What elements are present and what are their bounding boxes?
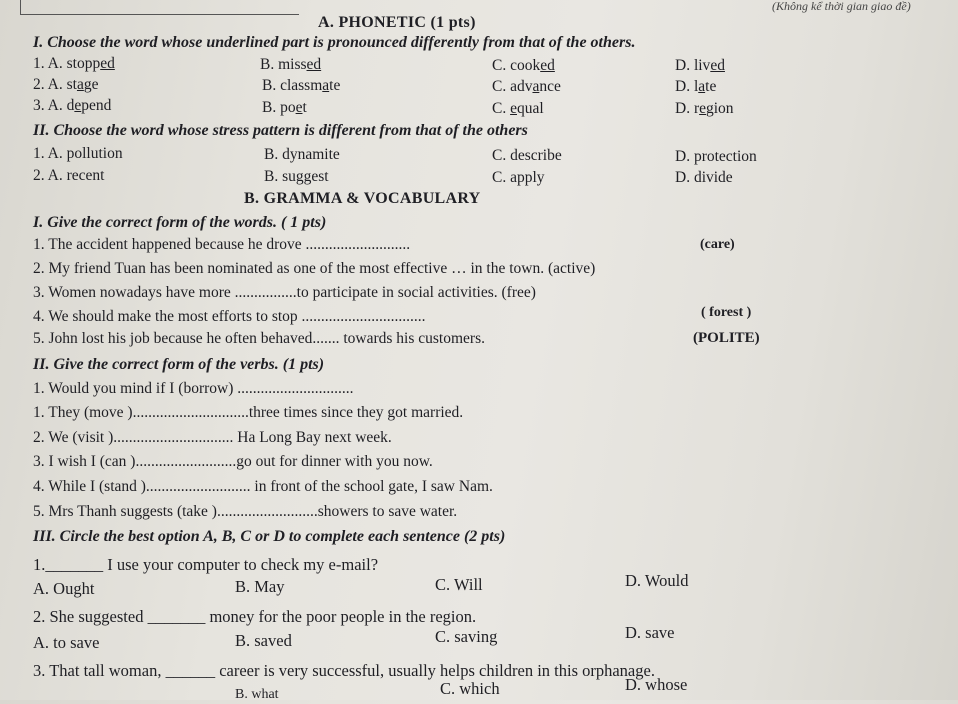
word-form-item-5: 5. John lost his job because he often behaved....... towards his customers.: [33, 330, 485, 347]
verb-form-item: 1. They (move )..............................three times since they got married.: [33, 404, 464, 421]
option-a: A. depend: [47, 97, 112, 114]
mcq-3-option-b[interactable]: B. what: [235, 687, 279, 702]
mcq-1-option-b[interactable]: B. May: [235, 577, 285, 596]
verb-form-item: 3. I wish I (can )..........................go out for dinner with you now.: [33, 453, 433, 470]
mcq-stem-2: 2. She suggested _______ money for the poor people in the region.: [33, 607, 477, 626]
word-form-item-1: 1. The accident happened because he drove ...........................: [33, 236, 411, 253]
option-a: A. stage: [47, 76, 99, 93]
option-c: C. describe: [492, 147, 562, 164]
phonetic-row-2: 2. A. stage: [33, 76, 99, 93]
option-d: D. protection: [675, 148, 757, 165]
word-form-hint-1: (care): [700, 237, 735, 252]
vocab-p1-title: I. Give the correct form of the words. ( 1 pts): [33, 214, 327, 231]
mcq-3-option-d[interactable]: D. whose: [625, 675, 688, 694]
mcq-1-option-d[interactable]: D. Would: [625, 571, 689, 590]
option-c: C. apply: [492, 169, 545, 186]
option-c: C. equal: [492, 100, 544, 117]
vocab-p2-title: II. Give the correct form of the verbs. (1 pts): [33, 356, 325, 373]
mcq-stem-3: 3. That tall woman, ______ career is very successful, usually helps children in this orphanage.: [33, 661, 655, 680]
word-form-item-2: 2. My friend Tuan has been nominated as one of the most effective … in the town. (active): [33, 260, 596, 277]
option-b: B. dynamite: [264, 146, 340, 163]
phonetic-p1-title: I. Choose the word whose underlined part is pronounced differently from that of the others.: [33, 34, 636, 51]
option-b: B. suggest: [264, 168, 329, 185]
verb-form-item: 4. While I (stand )........................... in front of the school gate, I saw Nam.: [33, 478, 493, 495]
option-b: B. poet: [262, 99, 307, 116]
word-form-hint-5: (POLITE): [693, 330, 760, 346]
option-d: D. divide: [675, 169, 733, 186]
option-b: B. classmate: [262, 77, 341, 94]
verb-form-item: 5. Mrs Thanh suggests (take )..........................showers to save water.: [33, 503, 458, 520]
mcq-stem-1: 1._______ I use your computer to check my e-mail?: [33, 555, 379, 574]
phonetic-row-3: 3. A. depend: [33, 97, 112, 114]
mcq-2-option-d[interactable]: D. save: [625, 623, 675, 642]
option-c: C. advance: [492, 78, 561, 95]
option-d: D. late: [675, 78, 717, 95]
phonetic-p2-title: II. Choose the word whose stress pattern is different from that of the others: [33, 122, 528, 139]
mcq-1-option-a[interactable]: A. Ought: [33, 579, 95, 598]
verb-form-item: 2. We (visit )............................... Ha Long Bay next week.: [33, 429, 392, 446]
mcq-2-option-a[interactable]: A. to save: [33, 633, 100, 652]
mcq-2-option-c[interactable]: C. saving: [435, 627, 498, 646]
stress-row-2: 2. A. recent: [33, 167, 105, 184]
mcq-1-option-c[interactable]: C. Will: [435, 575, 483, 594]
stress-row-1: 1. A. pollution: [33, 145, 123, 162]
word-form-hint-4: ( forest ): [701, 305, 752, 320]
vocab-title: B. GRAMMA & VOCABULARY: [244, 190, 481, 207]
phonetic-title: A. PHONETIC (1 pts): [318, 14, 476, 31]
option-d: D. region: [675, 100, 734, 117]
mcq-3-option-c[interactable]: C. which: [440, 679, 500, 698]
option-b: B. missed: [260, 56, 322, 73]
word-form-item-3: 3. Women nowadays have more ................to participate in social activities. (free): [33, 284, 536, 301]
option-a: A. stopped: [47, 55, 115, 72]
mcq-2-option-b[interactable]: B. saved: [235, 631, 292, 650]
option-d: D. lived: [675, 57, 725, 74]
word-form-item-4: 4. We should make the most efforts to stop ................................: [33, 308, 426, 325]
time-note: (Không kể thời gian giao đề): [772, 0, 911, 13]
header-box: [20, 0, 299, 15]
vocab-p3-title: III. Circle the best option A, B, C or D to complete each sentence (2 pts): [33, 528, 506, 545]
verb-form-item: 1. Would you mind if I (borrow) ..............................: [33, 380, 354, 397]
option-c: C. cooked: [492, 57, 555, 74]
phonetic-row-1: 1. A. stopped: [33, 55, 115, 72]
